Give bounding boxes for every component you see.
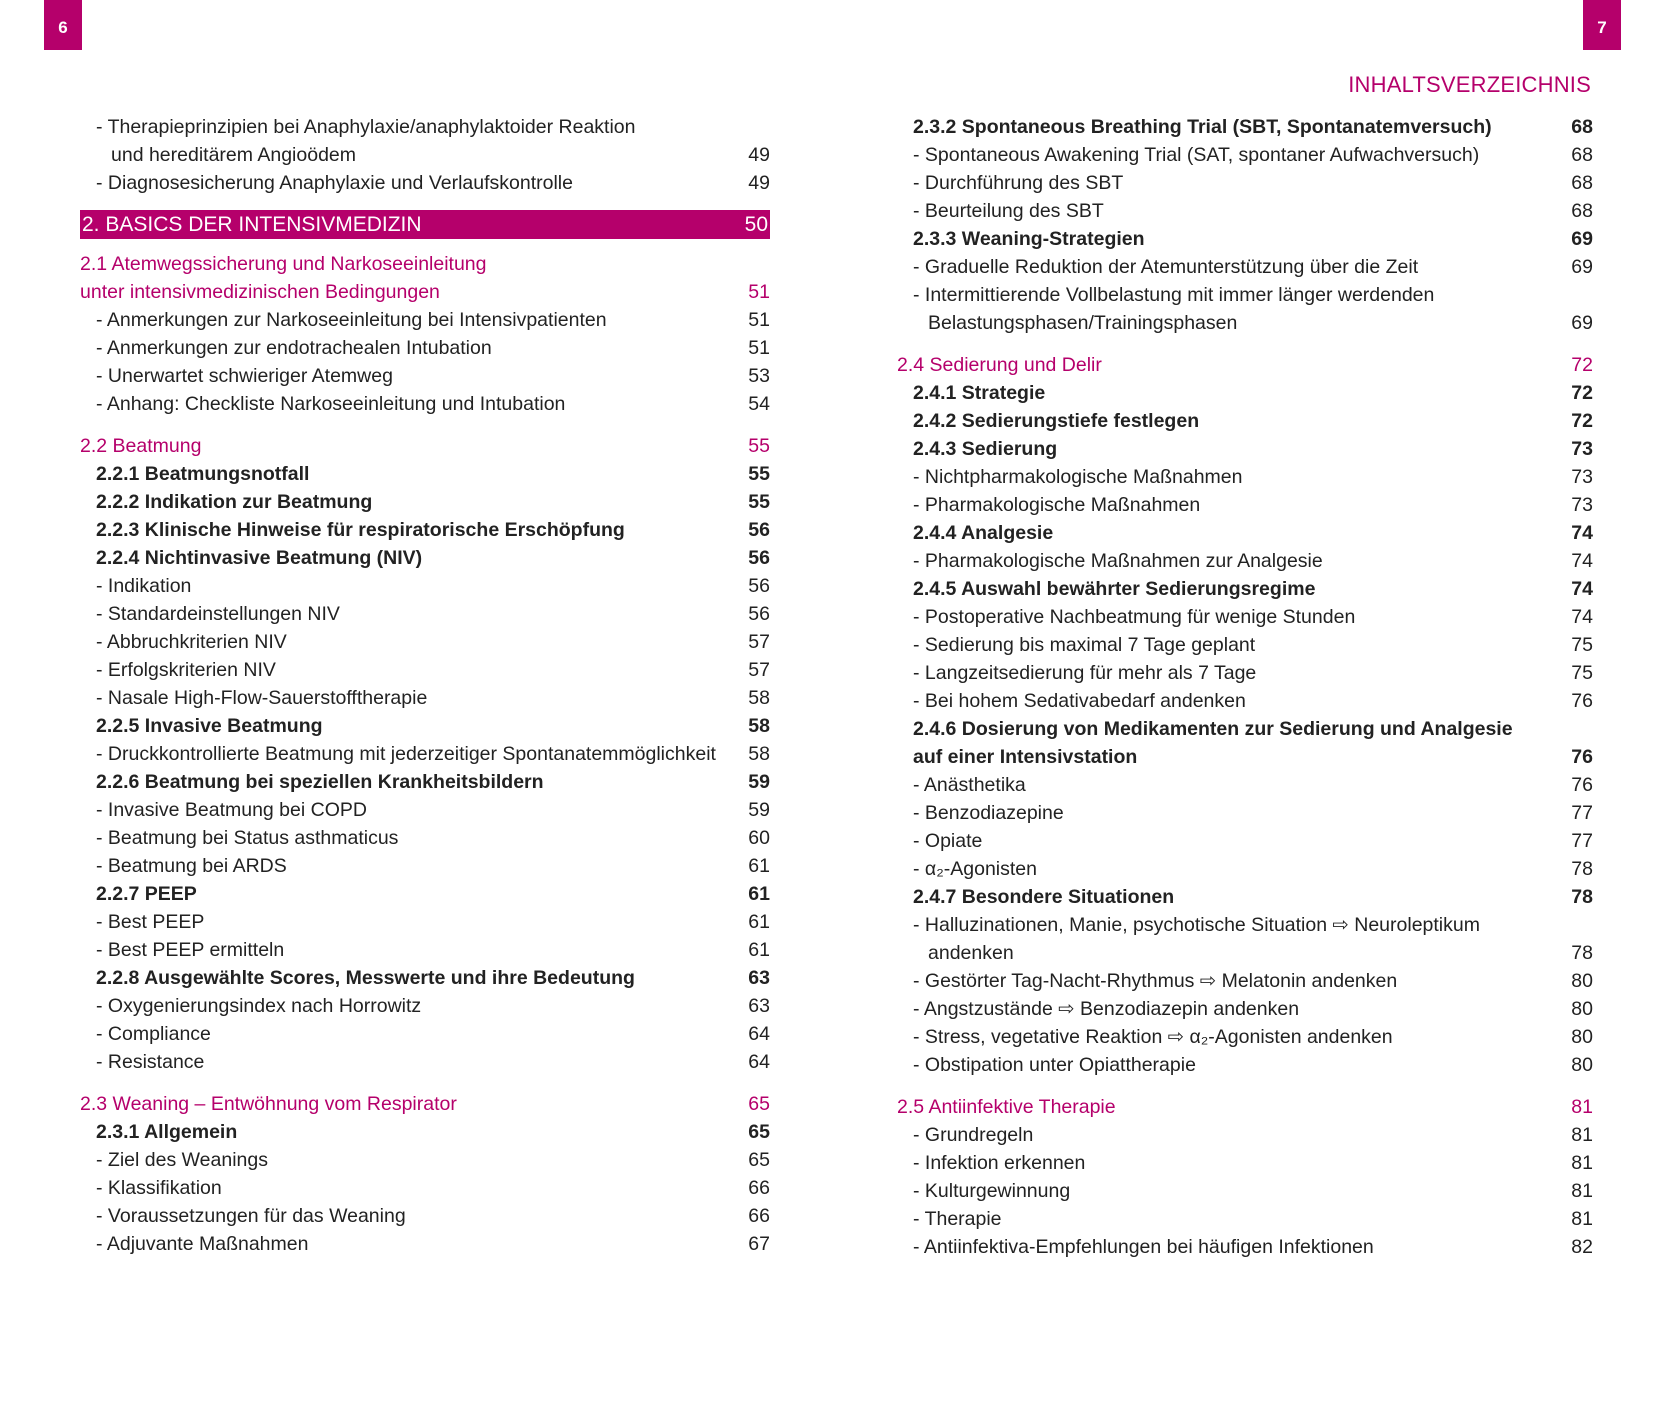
toc-entry-page: 65	[748, 1093, 770, 1115]
toc-entry-title: - Ziel des Weanings	[96, 1146, 268, 1174]
toc-entry-h3[interactable]	[897, 883, 1593, 911]
toc-entry-h3[interactable]	[80, 964, 770, 992]
toc-entry-page: 76	[1571, 690, 1593, 712]
toc-entry-page: 66	[748, 1177, 770, 1199]
toc-entry-title: 2.4.6 Dosierung von Medikamenten zur Sedierung und Analgesie	[913, 718, 1513, 740]
section-gap	[80, 1076, 770, 1090]
toc-entry-h3[interactable]	[80, 1118, 770, 1146]
toc-entry-sub[interactable]	[80, 572, 770, 600]
toc-entry-title: - Best PEEP	[96, 908, 204, 936]
toc-entry-h3[interactable]	[897, 113, 1593, 141]
toc-entry-title: - Pharmakologische Maßnahmen	[913, 491, 1200, 519]
toc-entry-page: 73	[1571, 438, 1593, 460]
toc-entry-sub[interactable]	[897, 603, 1593, 631]
running-head: INHALTSVERZEICHNIS	[1348, 72, 1591, 97]
toc-entry-sub[interactable]	[897, 799, 1593, 827]
toc-entry-sub[interactable]	[897, 827, 1593, 855]
toc-entry-sub[interactable]	[80, 1230, 770, 1258]
toc-entry-page: 69	[1571, 256, 1593, 278]
toc-entry-page: 55	[748, 435, 770, 457]
toc-entry-sub[interactable]	[897, 281, 1593, 309]
toc-entry-h3[interactable]	[897, 379, 1593, 407]
toc-entry-sub[interactable]	[80, 169, 770, 197]
toc-entry-h2[interactable]	[80, 432, 770, 460]
toc-entry-page: 65	[748, 1149, 770, 1171]
toc-entry-h3[interactable]	[897, 407, 1593, 435]
toc-entry-title: 2.4.1 Strategie	[913, 382, 1046, 404]
toc-entry-page: 81	[1571, 1096, 1593, 1118]
toc-entry-sub[interactable]	[80, 1174, 770, 1202]
toc-entry-title: - Anmerkungen zur Narkoseeinleitung bei Intensivpatienten	[96, 306, 607, 334]
toc-entry-title: - Intermittierende Vollbelastung mit immer länger werdenden	[913, 281, 1434, 309]
toc-entry-sub[interactable]	[80, 113, 770, 141]
toc-entry-title: - Diagnosesicherung Anaphylaxie und Verlaufskontrolle	[96, 169, 573, 197]
toc-entry-page: 77	[1571, 802, 1593, 824]
toc-entry-sub[interactable]	[80, 936, 770, 964]
toc-entry-title: - Beurteilung des SBT	[913, 197, 1104, 225]
toc-entry-title: - Bei hohem Sedativabedarf andenken	[913, 687, 1246, 715]
toc-entry-page: 74	[1571, 522, 1593, 544]
toc-entry-title: 2.4.4 Analgesie	[913, 522, 1054, 544]
toc-entry-sub[interactable]	[897, 1121, 1593, 1149]
toc-entry-sub[interactable]	[897, 1023, 1593, 1051]
toc-entry-title: - Angstzustände ⇨ Benzodiazepin andenken	[913, 995, 1299, 1023]
toc-entry-h2[interactable]	[897, 1093, 1593, 1121]
toc-entry-title: - Obstipation unter Opiattherapie	[913, 1051, 1196, 1079]
toc-entry-title: 2.2.2 Indikation zur Beatmung	[96, 491, 373, 513]
section-gap	[80, 418, 770, 432]
toc-entry-sub[interactable]	[897, 491, 1593, 519]
toc-entry-page: 59	[748, 799, 770, 821]
toc-entry-page: 80	[1571, 970, 1593, 992]
toc-entry-title: - Postoperative Nachbeatmung für wenige Stunden	[913, 603, 1355, 631]
toc-entry-page: 55	[748, 463, 770, 485]
toc-entry-page: 72	[1571, 382, 1593, 404]
toc-entry-page: 68	[1571, 144, 1593, 166]
toc-entry-page: 75	[1571, 662, 1593, 684]
page-number-right-label: 7	[1597, 18, 1607, 37]
toc-entry-page: 56	[748, 519, 770, 541]
toc-entry-page: 68	[1571, 116, 1593, 138]
toc-entry-title: - Halluzinationen, Manie, psychotische Situation ⇨ Neuroleptikum	[913, 911, 1480, 939]
toc-entry-page: 73	[1571, 494, 1593, 516]
toc-entry-title: 2. BASICS DER INTENSIVMEDIZIN	[82, 213, 422, 236]
toc-entry-title: - Indikation	[96, 572, 191, 600]
toc-entry-page: 50	[744, 213, 768, 236]
toc-entry-sub[interactable]	[80, 362, 770, 390]
toc-entry-h2[interactable]	[80, 1090, 770, 1118]
toc-entry-sub[interactable]	[80, 600, 770, 628]
toc-entry-page: 67	[748, 1233, 770, 1255]
toc-entry-sub[interactable]	[897, 463, 1593, 491]
toc-entry-sub[interactable]	[80, 908, 770, 936]
toc-entry-page: 51	[748, 281, 770, 303]
toc-entry-page: 74	[1571, 578, 1593, 600]
toc-entry-title: andenken	[928, 942, 1014, 964]
toc-entry-sub[interactable]	[897, 631, 1593, 659]
toc-entry-title: - Kulturgewinnung	[913, 1177, 1070, 1205]
toc-entry-sub[interactable]	[897, 1177, 1593, 1205]
toc-entry-title: - Anästhetika	[913, 771, 1026, 799]
toc-entry-title: - Durchführung des SBT	[913, 169, 1123, 197]
toc-entry-page: 57	[748, 631, 770, 653]
toc-entry-title: - Unerwartet schwieriger Atemweg	[96, 362, 393, 390]
toc-entry-title: - Invasive Beatmung bei COPD	[96, 796, 367, 824]
toc-entry-page: 80	[1571, 998, 1593, 1020]
toc-entry-h3[interactable]	[80, 712, 770, 740]
toc-entry-sub[interactable]	[897, 547, 1593, 575]
toc-entry-page: 53	[748, 365, 770, 387]
toc-entry-sub[interactable]	[897, 1205, 1593, 1233]
toc-entry-page: 56	[748, 575, 770, 597]
toc-entry-title: - Oxygenierungsindex nach Horrowitz	[96, 992, 421, 1020]
toc-entry-sub[interactable]	[80, 390, 770, 418]
toc-entry-title: - Beatmung bei Status asthmaticus	[96, 824, 398, 852]
toc-entry-sub[interactable]	[80, 824, 770, 852]
toc-entry-page: 73	[1571, 466, 1593, 488]
toc-entry-h2[interactable]	[897, 351, 1593, 379]
toc-entry-title: 2.4.7 Besondere Situationen	[913, 886, 1175, 908]
section-gap	[897, 1079, 1593, 1093]
toc-entry-title: - Grundregeln	[913, 1121, 1033, 1149]
toc-entry-page: 49	[748, 144, 770, 166]
toc-entry-title: 2.5 Antiinfektive Therapie	[897, 1096, 1116, 1118]
toc-entry-title: 2.2.6 Beatmung bei speziellen Krankheitsbildern	[96, 771, 544, 793]
toc-entry-page: 58	[748, 687, 770, 709]
toc-entry-page: 58	[748, 743, 770, 765]
toc-entry-page: 64	[748, 1051, 770, 1073]
toc-entry-sub[interactable]	[897, 253, 1593, 281]
toc-entry-title: - Sedierung bis maximal 7 Tage geplant	[913, 631, 1255, 659]
toc-entry-sub[interactable]	[80, 306, 770, 334]
toc-entry-sub[interactable]	[897, 141, 1593, 169]
toc-entry-h3[interactable]	[897, 225, 1593, 253]
toc-entry-h3[interactable]	[80, 768, 770, 796]
toc-entry-title: - Beatmung bei ARDS	[96, 852, 287, 880]
toc-entry-page: 63	[748, 967, 770, 989]
toc-entry-h3[interactable]	[897, 743, 1593, 771]
toc-entry-page: 76	[1571, 746, 1593, 768]
toc-entry-page: 77	[1571, 830, 1593, 852]
toc-entry-title: und hereditärem Angioödem	[111, 144, 356, 166]
toc-entry-page: 55	[748, 491, 770, 513]
toc-entry-cont[interactable]	[897, 309, 1593, 337]
toc-entry-sub[interactable]	[80, 628, 770, 656]
toc-entry-title: 2.2.5 Invasive Beatmung	[96, 715, 323, 737]
toc-entry-page: 69	[1571, 228, 1593, 250]
toc-entry-page: 82	[1571, 1236, 1593, 1258]
toc-entry-title: - Anhang: Checkliste Narkoseeinleitung und Intubation	[96, 390, 565, 418]
toc-entry-page: 61	[748, 855, 770, 877]
toc-entry-h2[interactable]	[80, 250, 770, 278]
toc-entry-page: 69	[1571, 312, 1593, 334]
toc-entry-title: - Langzeitsedierung für mehr als 7 Tage	[913, 659, 1256, 687]
toc-entry-title: - Graduelle Reduktion der Atemunterstützung über die Zeit	[913, 253, 1418, 281]
toc-entry-title: Belastungsphasen/Trainingsphasen	[928, 312, 1238, 334]
toc-entry-sub[interactable]	[897, 995, 1593, 1023]
toc-entry-page: 65	[748, 1121, 770, 1143]
toc-entry-title: - Anmerkungen zur endotrachealen Intubation	[96, 334, 492, 362]
toc-entry-title: 2.3.2 Spontaneous Breathing Trial (SBT, Spontanatemversuch)	[913, 116, 1492, 138]
toc-entry-sub[interactable]	[897, 1233, 1593, 1261]
toc-entry-page: 80	[1571, 1054, 1593, 1076]
toc-entry-sub[interactable]	[897, 659, 1593, 687]
toc-entry-sub[interactable]	[897, 1149, 1593, 1177]
toc-column-right	[897, 113, 1593, 1261]
toc-entry-page: 60	[748, 827, 770, 849]
toc-entry-title: - Infektion erkennen	[913, 1149, 1085, 1177]
toc-entry-sub[interactable]	[80, 1202, 770, 1230]
toc-entry-title: 2.2.3 Klinische Hinweise für respiratorische Erschöpfung	[96, 519, 625, 541]
toc-entry-title: auf einer Intensivstation	[913, 746, 1138, 768]
toc-entry-page: 80	[1571, 1026, 1593, 1048]
toc-entry-title: 2.4.3 Sedierung	[913, 438, 1058, 460]
toc-entry-page: 61	[748, 939, 770, 961]
toc-entry-title: 2.4.5 Auswahl bewährter Sedierungsregime	[913, 578, 1316, 600]
toc-entry-h3[interactable]	[897, 715, 1593, 743]
toc-entry-sub[interactable]	[80, 740, 770, 768]
toc-entry-h1[interactable]	[80, 210, 770, 239]
toc-entry-page: 81	[1571, 1180, 1593, 1202]
toc-entry-sub[interactable]	[897, 967, 1593, 995]
toc-entry-sub[interactable]	[80, 684, 770, 712]
toc-entry-h3[interactable]	[897, 519, 1593, 547]
toc-entry-title: 2.2.1 Beatmungsnotfall	[96, 463, 310, 485]
toc-entry-page: 68	[1571, 172, 1593, 194]
toc-entry-h3[interactable]	[897, 435, 1593, 463]
toc-entry-page: 61	[748, 883, 770, 905]
toc-entry-h3[interactable]	[80, 516, 770, 544]
toc-entry-page: 54	[748, 393, 770, 415]
toc-entry-title: unter intensivmedizinischen Bedingungen	[80, 281, 440, 303]
toc-entry-page: 78	[1571, 886, 1593, 908]
toc-entry-title: 2.1 Atemwegssicherung und Narkoseeinleitung	[80, 253, 487, 275]
toc-entry-title: 2.2.8 Ausgewählte Scores, Messwerte und ihre Bedeutung	[96, 967, 635, 989]
toc-entry-title: - Erfolgskriterien NIV	[96, 656, 276, 684]
toc-entry-page: 51	[748, 337, 770, 359]
page-number-right	[1583, 0, 1621, 50]
toc-entry-title: - Therapie	[913, 1205, 1002, 1233]
toc-entry-title: - Benzodiazepine	[913, 799, 1064, 827]
toc-entry-page: 64	[748, 1023, 770, 1045]
toc-entry-title: - Best PEEP ermitteln	[96, 936, 284, 964]
toc-entry-h3[interactable]	[80, 544, 770, 572]
toc-entry-page: 75	[1571, 634, 1593, 656]
section-gap	[897, 337, 1593, 351]
toc-entry-page: 68	[1571, 200, 1593, 222]
toc-entry-sub[interactable]	[897, 687, 1593, 715]
toc-entry-page: 49	[748, 172, 770, 194]
toc-entry-page: 59	[748, 771, 770, 793]
toc-entry-sub[interactable]	[80, 1020, 770, 1048]
toc-entry-title: 2.4.2 Sedierungstiefe festlegen	[913, 410, 1200, 432]
toc-entry-title: - Nichtpharmakologische Maßnahmen	[913, 463, 1243, 491]
toc-entry-title: - Opiate	[913, 827, 982, 855]
page-number-left	[44, 0, 82, 50]
toc-entry-sub[interactable]	[80, 656, 770, 684]
toc-entry-sub[interactable]	[80, 992, 770, 1020]
toc-entry-page: 81	[1571, 1124, 1593, 1146]
toc-entry-page: 72	[1571, 354, 1593, 376]
toc-entry-page: 81	[1571, 1208, 1593, 1230]
toc-entry-title: - Stress, vegetative Reaktion ⇨ α₂-Agonisten andenken	[913, 1023, 1393, 1051]
toc-entry-title: - Resistance	[96, 1048, 204, 1076]
toc-entry-sub[interactable]	[897, 1051, 1593, 1079]
toc-entry-title: - Adjuvante Maßnahmen	[96, 1230, 308, 1258]
toc-entry-sub[interactable]	[897, 855, 1593, 883]
toc-entry-title: - Therapieprinzipien bei Anaphylaxie/anaphylaktoider Reaktion	[96, 113, 636, 141]
toc-entry-title: - Compliance	[96, 1020, 211, 1048]
toc-entry-page: 78	[1571, 942, 1593, 964]
toc-entry-h3[interactable]	[80, 488, 770, 516]
toc-entry-h3[interactable]	[80, 460, 770, 488]
toc-entry-h3[interactable]	[897, 575, 1593, 603]
toc-entry-page: 74	[1571, 606, 1593, 628]
toc-entry-title: 2.3.1 Allgemein	[96, 1121, 238, 1143]
toc-entry-page: 74	[1571, 550, 1593, 572]
toc-entry-title: - Voraussetzungen für das Weaning	[96, 1202, 406, 1230]
toc-entry-sub[interactable]	[897, 771, 1593, 799]
toc-entry-sub[interactable]	[897, 169, 1593, 197]
toc-entry-sub[interactable]	[80, 334, 770, 362]
toc-entry-page: 72	[1571, 410, 1593, 432]
toc-entry-title: - Gestörter Tag-Nacht-Rhythmus ⇨ Melatonin andenken	[913, 967, 1397, 995]
toc-entry-cont[interactable]	[80, 141, 770, 169]
toc-entry-page: 51	[748, 309, 770, 331]
toc-entry-title: - Antiinfektiva-Empfehlungen bei häufigen Infektionen	[913, 1233, 1374, 1261]
toc-entry-title: - Abbruchkriterien NIV	[96, 628, 287, 656]
toc-entry-title: - Standardeinstellungen NIV	[96, 600, 340, 628]
toc-entry-cont[interactable]	[897, 939, 1593, 967]
toc-entry-title: - Pharmakologische Maßnahmen zur Analgesie	[913, 547, 1323, 575]
toc-entry-page: 76	[1571, 774, 1593, 796]
toc-entry-title: - Nasale High-Flow-Sauerstofftherapie	[96, 684, 427, 712]
toc-entry-page: 78	[1571, 858, 1593, 880]
toc-entry-h3[interactable]	[80, 880, 770, 908]
toc-entry-sub[interactable]	[80, 796, 770, 824]
toc-entry-page: 66	[748, 1205, 770, 1227]
toc-entry-title: 2.4 Sedierung und Delir	[897, 354, 1102, 376]
toc-entry-page: 61	[748, 911, 770, 933]
toc-entry-sub[interactable]	[80, 852, 770, 880]
toc-entry-title: - Klassifikation	[96, 1174, 222, 1202]
toc-entry-page: 56	[748, 547, 770, 569]
page-number-left-label: 6	[58, 18, 68, 37]
toc-entry-sub[interactable]	[897, 197, 1593, 225]
toc-entry-title: - α₂-Agonisten	[913, 855, 1037, 883]
toc-entry-sub[interactable]	[80, 1048, 770, 1076]
toc-entry-page: 57	[748, 659, 770, 681]
toc-entry-page: 81	[1571, 1152, 1593, 1174]
toc-entry-title: 2.2.4 Nichtinvasive Beatmung (NIV)	[96, 547, 423, 569]
toc-entry-title: 2.2.7 PEEP	[96, 883, 197, 905]
toc-entry-sub[interactable]	[897, 911, 1593, 939]
toc-entry-title: 2.3 Weaning – Entwöhnung vom Respirator	[80, 1093, 457, 1115]
toc-entry-sub[interactable]	[80, 1146, 770, 1174]
toc-entry-page: 63	[748, 995, 770, 1017]
toc-entry-title: - Spontaneous Awakening Trial (SAT, spontaner Aufwachversuch)	[913, 141, 1479, 169]
toc-column-left	[80, 113, 770, 1258]
toc-entry-title: 2.2 Beatmung	[80, 435, 202, 457]
toc-entry-title: 2.3.3 Weaning-Strategien	[913, 228, 1145, 250]
toc-entry-title: - Druckkontrollierte Beatmung mit jederzeitiger Spontanatemmöglichkeit	[96, 740, 716, 768]
toc-entry-page: 58	[748, 715, 770, 737]
toc-entry-h2[interactable]	[80, 278, 770, 306]
toc-entry-page: 56	[748, 603, 770, 625]
